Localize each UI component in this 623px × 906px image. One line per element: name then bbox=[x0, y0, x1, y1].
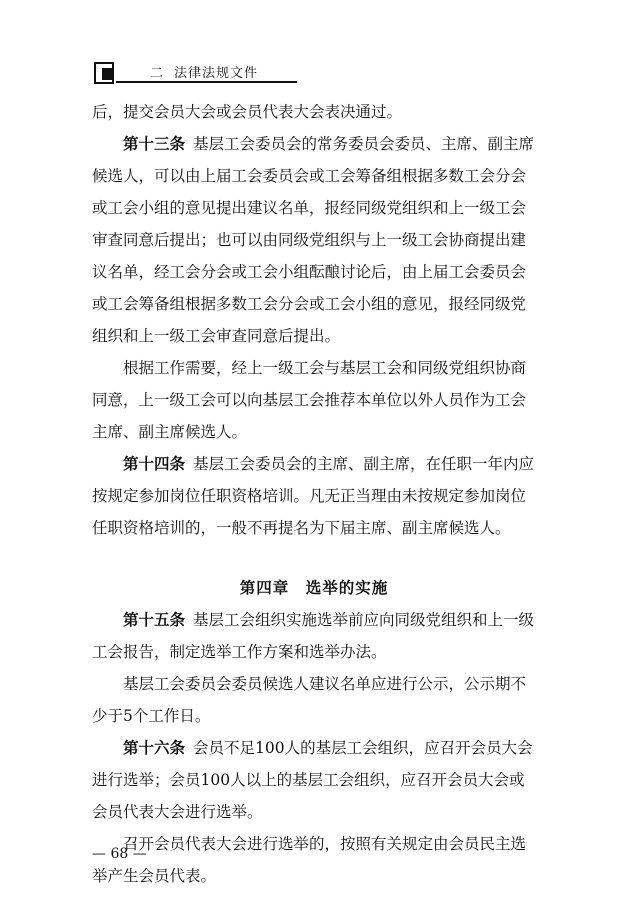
header-section-number: 二 bbox=[150, 66, 165, 81]
article-14-text: 基层工会委员会的主席、副主席，在任职一年内应按规定参加岗位任职资格培训。凡无正当理由未按规定参加岗位任职资格培训的，一般不再提名为下届主席、副主席候选人。 bbox=[92, 455, 535, 537]
article-14 bbox=[92, 448, 536, 544]
article-16-paragraph-2: 召开会员代表大会进行选举的，按照有关规定由会员民主选举产生会员代表。 bbox=[92, 835, 527, 885]
article-16 bbox=[92, 732, 536, 828]
article-15-text: 基层工会组织实施选举前应向同级党组织和上一级工会报告，制定选举工作方案和选举办法。 bbox=[92, 611, 535, 661]
page-number: — 68 — bbox=[92, 846, 147, 862]
header-title bbox=[150, 62, 258, 81]
article-13 bbox=[92, 128, 536, 352]
article-16-text: 会员不足100人的基层工会组织，应召开会员大会进行选举；会员100人以上的基层工会组织，应召开会员大会或会员代表大会进行选举。 bbox=[92, 739, 533, 821]
page-body bbox=[92, 96, 536, 892]
article-13-label: 第十三条 bbox=[123, 134, 186, 153]
article-13-text: 基层工会委员会的常务委员会委员、主席、副主席候选人，可以由上届工会委员会或工会筹备组根据多数工会分会或工会小组的意见提出建议名单，报经同级党组织和上一级工会审查同意后提出；也可以由同级党组织与上一级工会协商提出建议名单，经工会分会或工会小组酝酿讨论后，由上届工会委员会或工会筹备组根据多数工会分会或工会小组的意见，报经同级党组织和上一级工会审查同意后提出。 bbox=[92, 135, 535, 345]
running-header bbox=[94, 58, 297, 84]
header-section-title: 法律法规文件 bbox=[174, 66, 259, 81]
header-rule bbox=[116, 81, 297, 83]
article-15 bbox=[92, 604, 536, 668]
article-14-label: 第十四条 bbox=[123, 454, 186, 473]
article-15-label: 第十五条 bbox=[123, 610, 186, 629]
paragraph-continued: 后，提交会员大会或会员代表大会表决通过。 bbox=[92, 103, 403, 121]
article-13-paragraph-2: 根据工作需要，经上一级工会与基层工会和同级党组织协商同意，上一级工会可以向基层工会推荐本单位以外人员作为工会主席、副主席候选人。 bbox=[92, 359, 527, 441]
article-15-paragraph-2: 基层工会委员会委员候选人建议名单应进行公示，公示期不少于5个工作日。 bbox=[92, 675, 527, 725]
chapter-heading: 第四章 选举的实施 bbox=[239, 578, 389, 597]
header-filled-square-icon bbox=[102, 68, 114, 80]
article-16-label: 第十六条 bbox=[123, 738, 186, 757]
